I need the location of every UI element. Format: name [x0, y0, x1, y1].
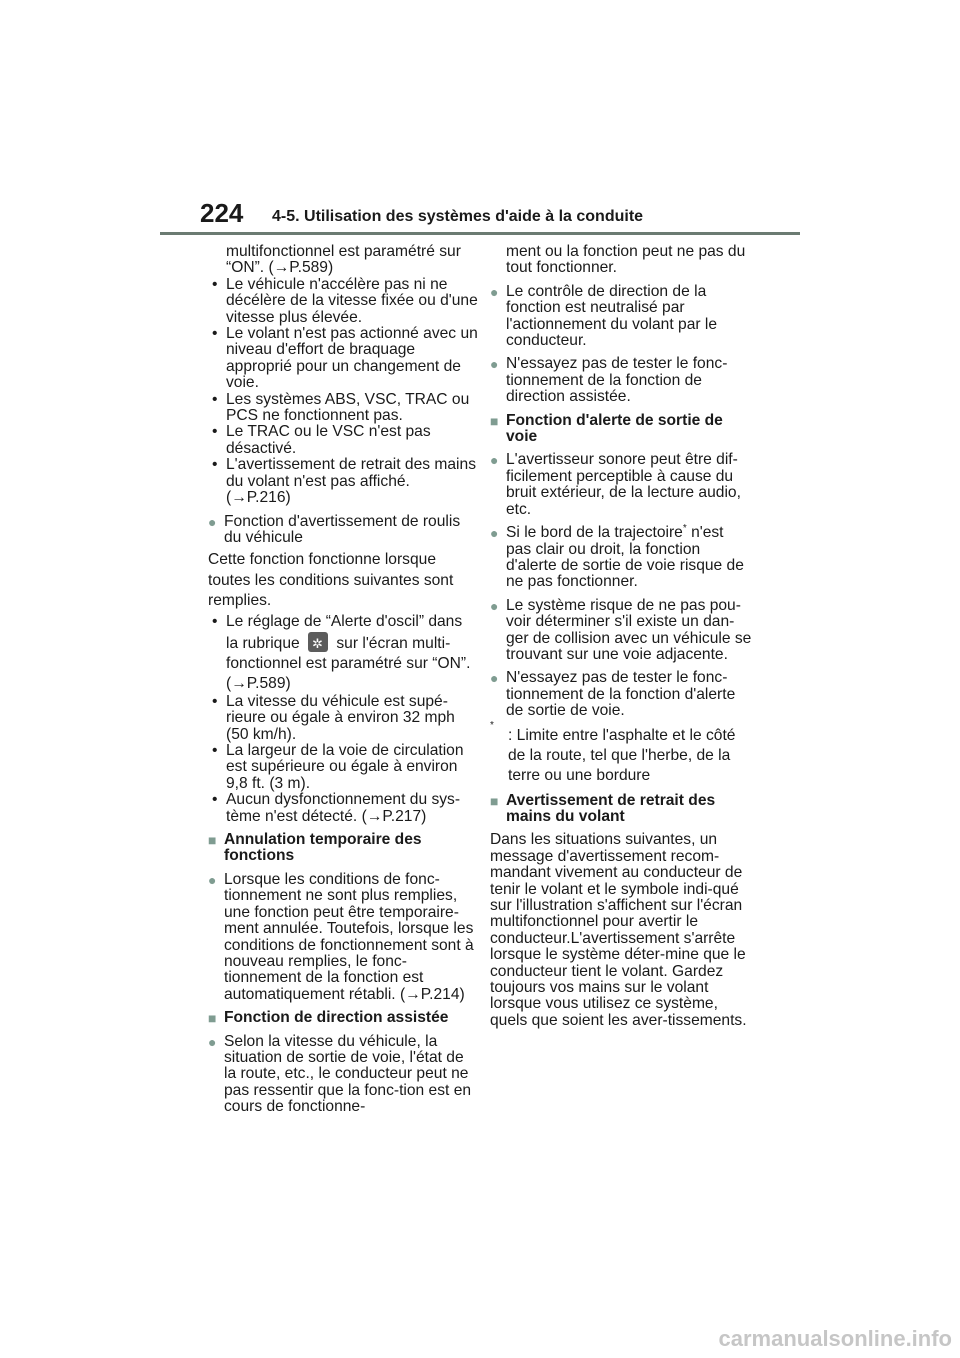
circle-bullet-icon: ●: [208, 1033, 217, 1050]
bullet-mark: •: [212, 692, 218, 710]
bullet-mark: •: [212, 423, 218, 441]
list-item: • Le TRAC ou le VSC n'est pas désactivé.: [212, 423, 431, 457]
steering-continuation: ment ou la fonction peut ne pas du tout fonctionner.: [506, 243, 746, 277]
bullet-mark: •: [212, 791, 218, 809]
list-item: • La largeur de la voie de circulation est supérieure ou égale à environ 9,8 ft. (3 m).: [212, 742, 464, 792]
square-bullet-icon: ■: [208, 1010, 217, 1027]
conditions-list-a: [208, 277, 478, 507]
circle-bullet-icon: ●: [490, 597, 499, 614]
circle-bullet-icon: ●: [490, 670, 499, 687]
intro-continuation: multifonctionnel est paramétré sur “ON”. (→P.589): [226, 243, 461, 277]
right-column: [490, 244, 752, 1029]
circle-bullet-icon: ●: [490, 283, 499, 300]
roll-warning-heading: ● Fonction d'avertissement de roulis du véhicule: [208, 512, 461, 546]
square-bullet-icon: ■: [490, 792, 499, 809]
bullet-mark: •: [212, 390, 218, 408]
conditions-list-b: [208, 694, 478, 825]
list-item: • Le volant n'est pas actionné avec un niveau d'effort de braquage approprié pour un changement de voie.: [212, 325, 478, 392]
bullet-mark: •: [212, 456, 218, 474]
bullet-mark: •: [212, 612, 218, 630]
list-item: • Aucun dysfonctionnement du sys-tème n'est détecté. (→P.217): [212, 791, 461, 825]
list-item: • L'avertissement de retrait des mains du volant n'est pas affiché. (→P.216): [212, 456, 476, 507]
list-item: ● Le contrôle de direction de la fonction est neutralisé par l'actionnement du volant par le conducteur.: [490, 282, 718, 350]
circle-bullet-icon: ●: [490, 356, 499, 373]
footnote: * : Limite entre l'asphalte et le côté de la route, tel que l'herbe, de la terre ou une bordure: [490, 719, 736, 784]
cancel-heading: ■ Annulation temporaire des fonctions: [208, 831, 422, 865]
roll-warning-text: Cette fonction fonctionne lorsque toutes les conditions suivantes sont remplies.: [208, 551, 454, 610]
list-item: ● L'avertisseur sonore peut être dif-ficilement perceptible à cause du bruit extérieur, de la lecture audio, etc.: [490, 451, 741, 518]
list-item: ● N'essayez pas de tester le fonc-tionnement de la fonction de direction assistée.: [490, 355, 728, 406]
page-header: [0, 0, 960, 240]
list-item: • Les systèmes ABS, VSC, TRAC ou PCS ne fonctionnent pas.: [212, 390, 470, 425]
circle-bullet-icon: ●: [208, 513, 217, 530]
gear-settings-icon: [308, 632, 328, 652]
bullet-mark: •: [212, 275, 218, 293]
hands-off-text: Dans les situations suivantes, un message d'avertissement recom-mandant vivement au conducteur de tenir le volant et le symbole indi-qué sur l'illustration s'affichent sur l'écran multifonctionnel pour avertir le conducteur.L'avertissement s'arrête lorsque le système déter-mine que le conducteur tient le volant. Gardez toujours vos mains sur le volant lorsque vous utilisez ce système, quels que soient les aver-tissements.: [490, 831, 747, 1029]
lane-heading: ■ Fonction d'alerte de sortie de voie: [490, 411, 723, 446]
left-column: [208, 244, 478, 1116]
steering-heading: ■ Fonction de direction assistée: [208, 1009, 449, 1027]
header-divider: [160, 232, 800, 235]
hands-off-heading: ■ Avertissement de retrait des mains du volant: [490, 791, 716, 825]
square-bullet-icon: ■: [490, 412, 499, 429]
circle-bullet-icon: ●: [490, 525, 499, 542]
steering-text: ● Selon la vitesse du véhicule, la situation de sortie de voie, l'état de la route, etc., le conducteur peut ne pas ressentir que la fonc-tion est en cours de fonctionne-: [208, 1032, 472, 1116]
bullet-mark: •: [212, 742, 218, 760]
cancel-text: ● Lorsque les conditions de fonc-tionnement ne sont plus remplies, une fonction peut être temporaire-ment annulée. Toutefois, lorsque les conditions de fonctionnement sont à nouveau remplies, le fonc-tionnement de la fonction est automatiquement rétabli. (→P.214): [208, 870, 474, 1003]
list-item: • Le réglage de “Alerte d'oscil” dans la rubrique ✲ sur l'écran multi-fonctionnel est paramétré sur “ON”. (→P.589): [208, 612, 478, 694]
list-item: • Le véhicule n'accélère pas ni ne décélère de la vitesse fixée ou d'une vitesse plus élevée.: [212, 275, 478, 326]
list-item: ● N'essayez pas de tester le fonc-tionnement de la fonction d'alerte de sortie de voie.: [490, 669, 736, 720]
square-bullet-icon: ■: [208, 832, 217, 849]
list-item: • La vitesse du véhicule est supé-rieure ou égale à environ 32 mph (50 km/h).: [212, 692, 455, 743]
circle-bullet-icon: ●: [490, 452, 499, 469]
section-title: 4-5. Utilisation des systèmes d'aide à la conduite: [272, 208, 644, 225]
bullet-mark: •: [212, 325, 218, 343]
list-item: ● Le système risque de ne pas pou-voir déterminer s'il existe un dan-ger de collision avec un véhicule se trouvant sur une voie adjacente.: [490, 596, 752, 663]
list-item: ● Si le bord de la trajectoire* n'est pas clair ou droit, la fonction d'alerte de sortie de voie risque de ne pas fonctionner.: [490, 522, 744, 591]
page-number: 224: [200, 198, 244, 228]
watermark: carmanualsonline.info: [718, 1326, 952, 1351]
footnote-ref: *: [682, 522, 687, 534]
circle-bullet-icon: ●: [208, 871, 217, 888]
